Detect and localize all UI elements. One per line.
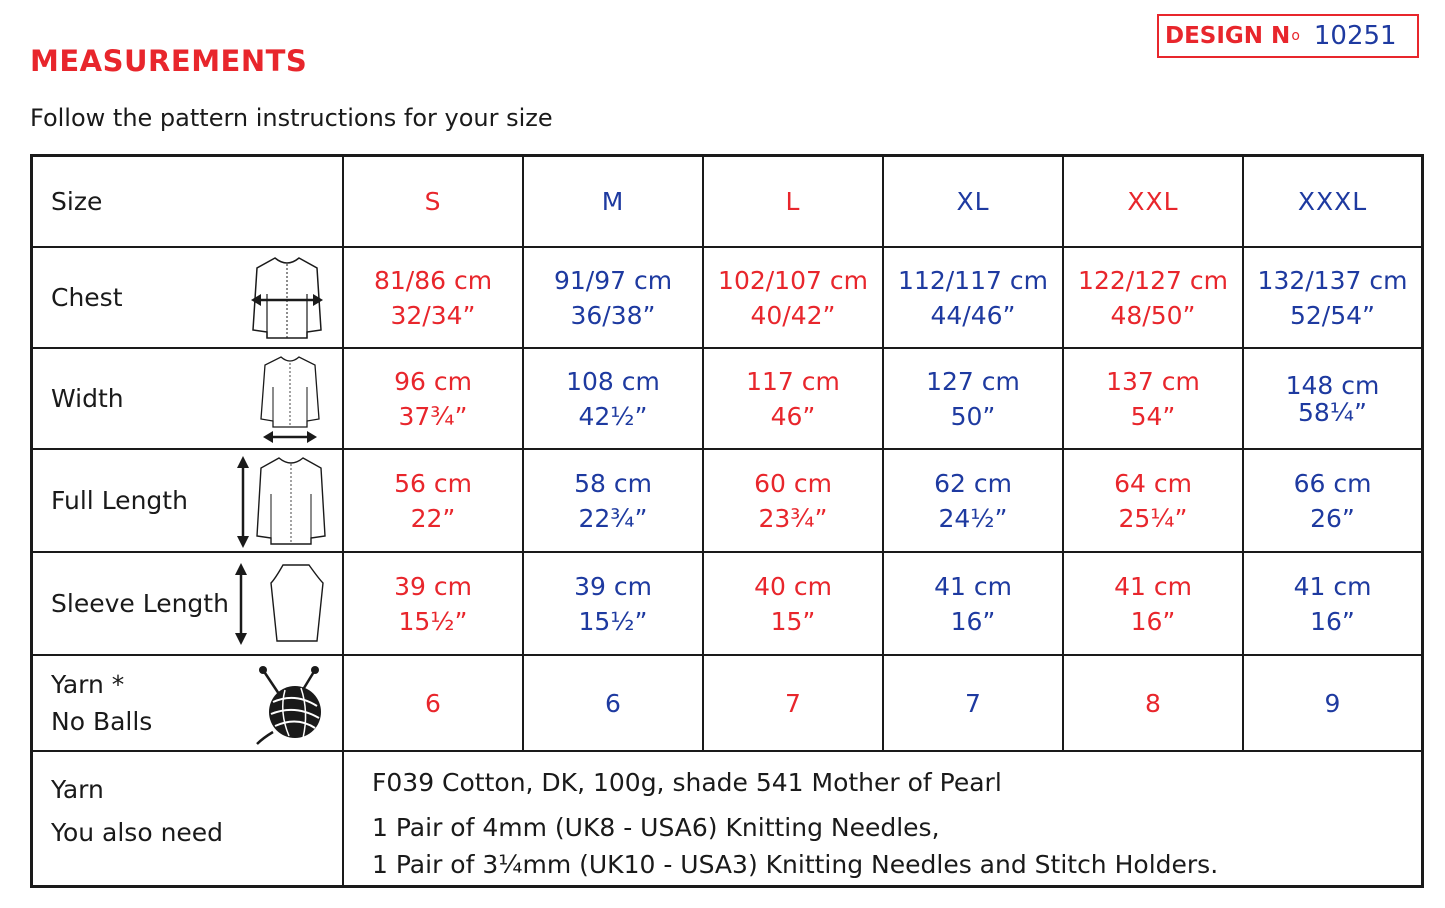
design-label: DESIGN N	[1165, 23, 1291, 49]
also-need-label: You also need	[51, 818, 224, 847]
chest-xxl: 122/127 cm 48/50”	[1064, 248, 1244, 349]
full-length-l: 60 cm 23¾”	[704, 450, 884, 553]
chest-m: 91/97 cm 36/38”	[524, 248, 704, 349]
width-m: 108 cm 42½”	[524, 349, 704, 450]
row-label-width: Width	[33, 349, 344, 450]
size-header-xl: XL	[884, 157, 1064, 248]
design-label-superscript: o	[1291, 28, 1300, 44]
chest-xxxl: 132/137 cm 52/54”	[1244, 248, 1421, 349]
row-label-chest: Chest	[33, 248, 344, 349]
needles-line-1: 1 Pair of 4mm (UK8 - USA6) Knitting Needles,	[372, 813, 940, 842]
full-length-icon	[233, 454, 333, 550]
width-s: 96 cm 37¾”	[344, 349, 524, 450]
yarn-info-row	[33, 752, 1421, 885]
row-label-full-length: Full Length	[33, 450, 344, 553]
yarn-ball-icon	[253, 662, 329, 746]
full-length-xl: 62 cm 24½”	[884, 450, 1064, 553]
chest-l: 102/107 cm 40/42”	[704, 248, 884, 349]
sleeve-length-l: 40 cm 15”	[704, 553, 884, 656]
yarn-info-labels	[33, 752, 344, 885]
yarn-label: Yarn	[51, 775, 104, 804]
sleeve-length-s: 39 cm 15½”	[344, 553, 524, 656]
yarn-balls-m: 6	[524, 656, 704, 752]
sleeve-length-xl: 41 cm 16”	[884, 553, 1064, 656]
yarn-balls-xl: 7	[884, 656, 1064, 752]
full-length-s: 56 cm 22”	[344, 450, 524, 553]
yarn-balls-l: 7	[704, 656, 884, 752]
size-header-l: L	[704, 157, 884, 248]
sleeve-length-xxxl: 41 cm 16”	[1244, 553, 1421, 656]
width-xl: 127 cm 50”	[884, 349, 1064, 450]
design-number: 10251	[1313, 21, 1397, 51]
width-xxxl: 148 cm 58¼”	[1244, 349, 1421, 450]
full-length-xxl: 64 cm 25¼”	[1064, 450, 1244, 553]
chest-width-icon	[247, 254, 327, 342]
subtitle: Follow the pattern instructions for your size	[30, 104, 553, 132]
yarn-balls-xxxl: 9	[1244, 656, 1421, 752]
size-header-m: M	[524, 157, 704, 248]
width-xxl: 137 cm 54”	[1064, 349, 1244, 450]
yarn-info-details	[344, 752, 1421, 885]
needles-line-2: 1 Pair of 3¼mm (UK10 - USA3) Knitting Needles and Stitch Holders.	[372, 850, 1219, 879]
chest-xl: 112/117 cm 44/46”	[884, 248, 1064, 349]
page-heading: MEASUREMENTS	[30, 44, 308, 78]
yarn-balls-xxl: 8	[1064, 656, 1244, 752]
size-header-s: S	[344, 157, 524, 248]
sleeve-length-xxl: 41 cm 16”	[1064, 553, 1244, 656]
size-header-label: Size	[33, 157, 344, 248]
measurements-table	[30, 154, 1424, 888]
garment-width-icon	[255, 353, 325, 445]
chest-s: 81/86 cm 32/34”	[344, 248, 524, 349]
yarn-balls-s: 6	[344, 656, 524, 752]
size-header-xxl: XXL	[1064, 157, 1244, 248]
sleeve-length-icon	[231, 561, 331, 649]
sleeve-length-m: 39 cm 15½”	[524, 553, 704, 656]
row-label-sleeve-length: Sleeve Length	[33, 553, 344, 656]
size-header-xxxl: XXXL	[1244, 157, 1421, 248]
row-label-yarn-balls: Yarn * No Balls	[33, 656, 344, 752]
full-length-xxxl: 66 cm 26”	[1244, 450, 1421, 553]
design-number-box	[1157, 14, 1419, 58]
yarn-description: F039 Cotton, DK, 100g, shade 541 Mother of Pearl	[372, 768, 1002, 797]
full-length-m: 58 cm 22¾”	[524, 450, 704, 553]
width-l: 117 cm 46”	[704, 349, 884, 450]
